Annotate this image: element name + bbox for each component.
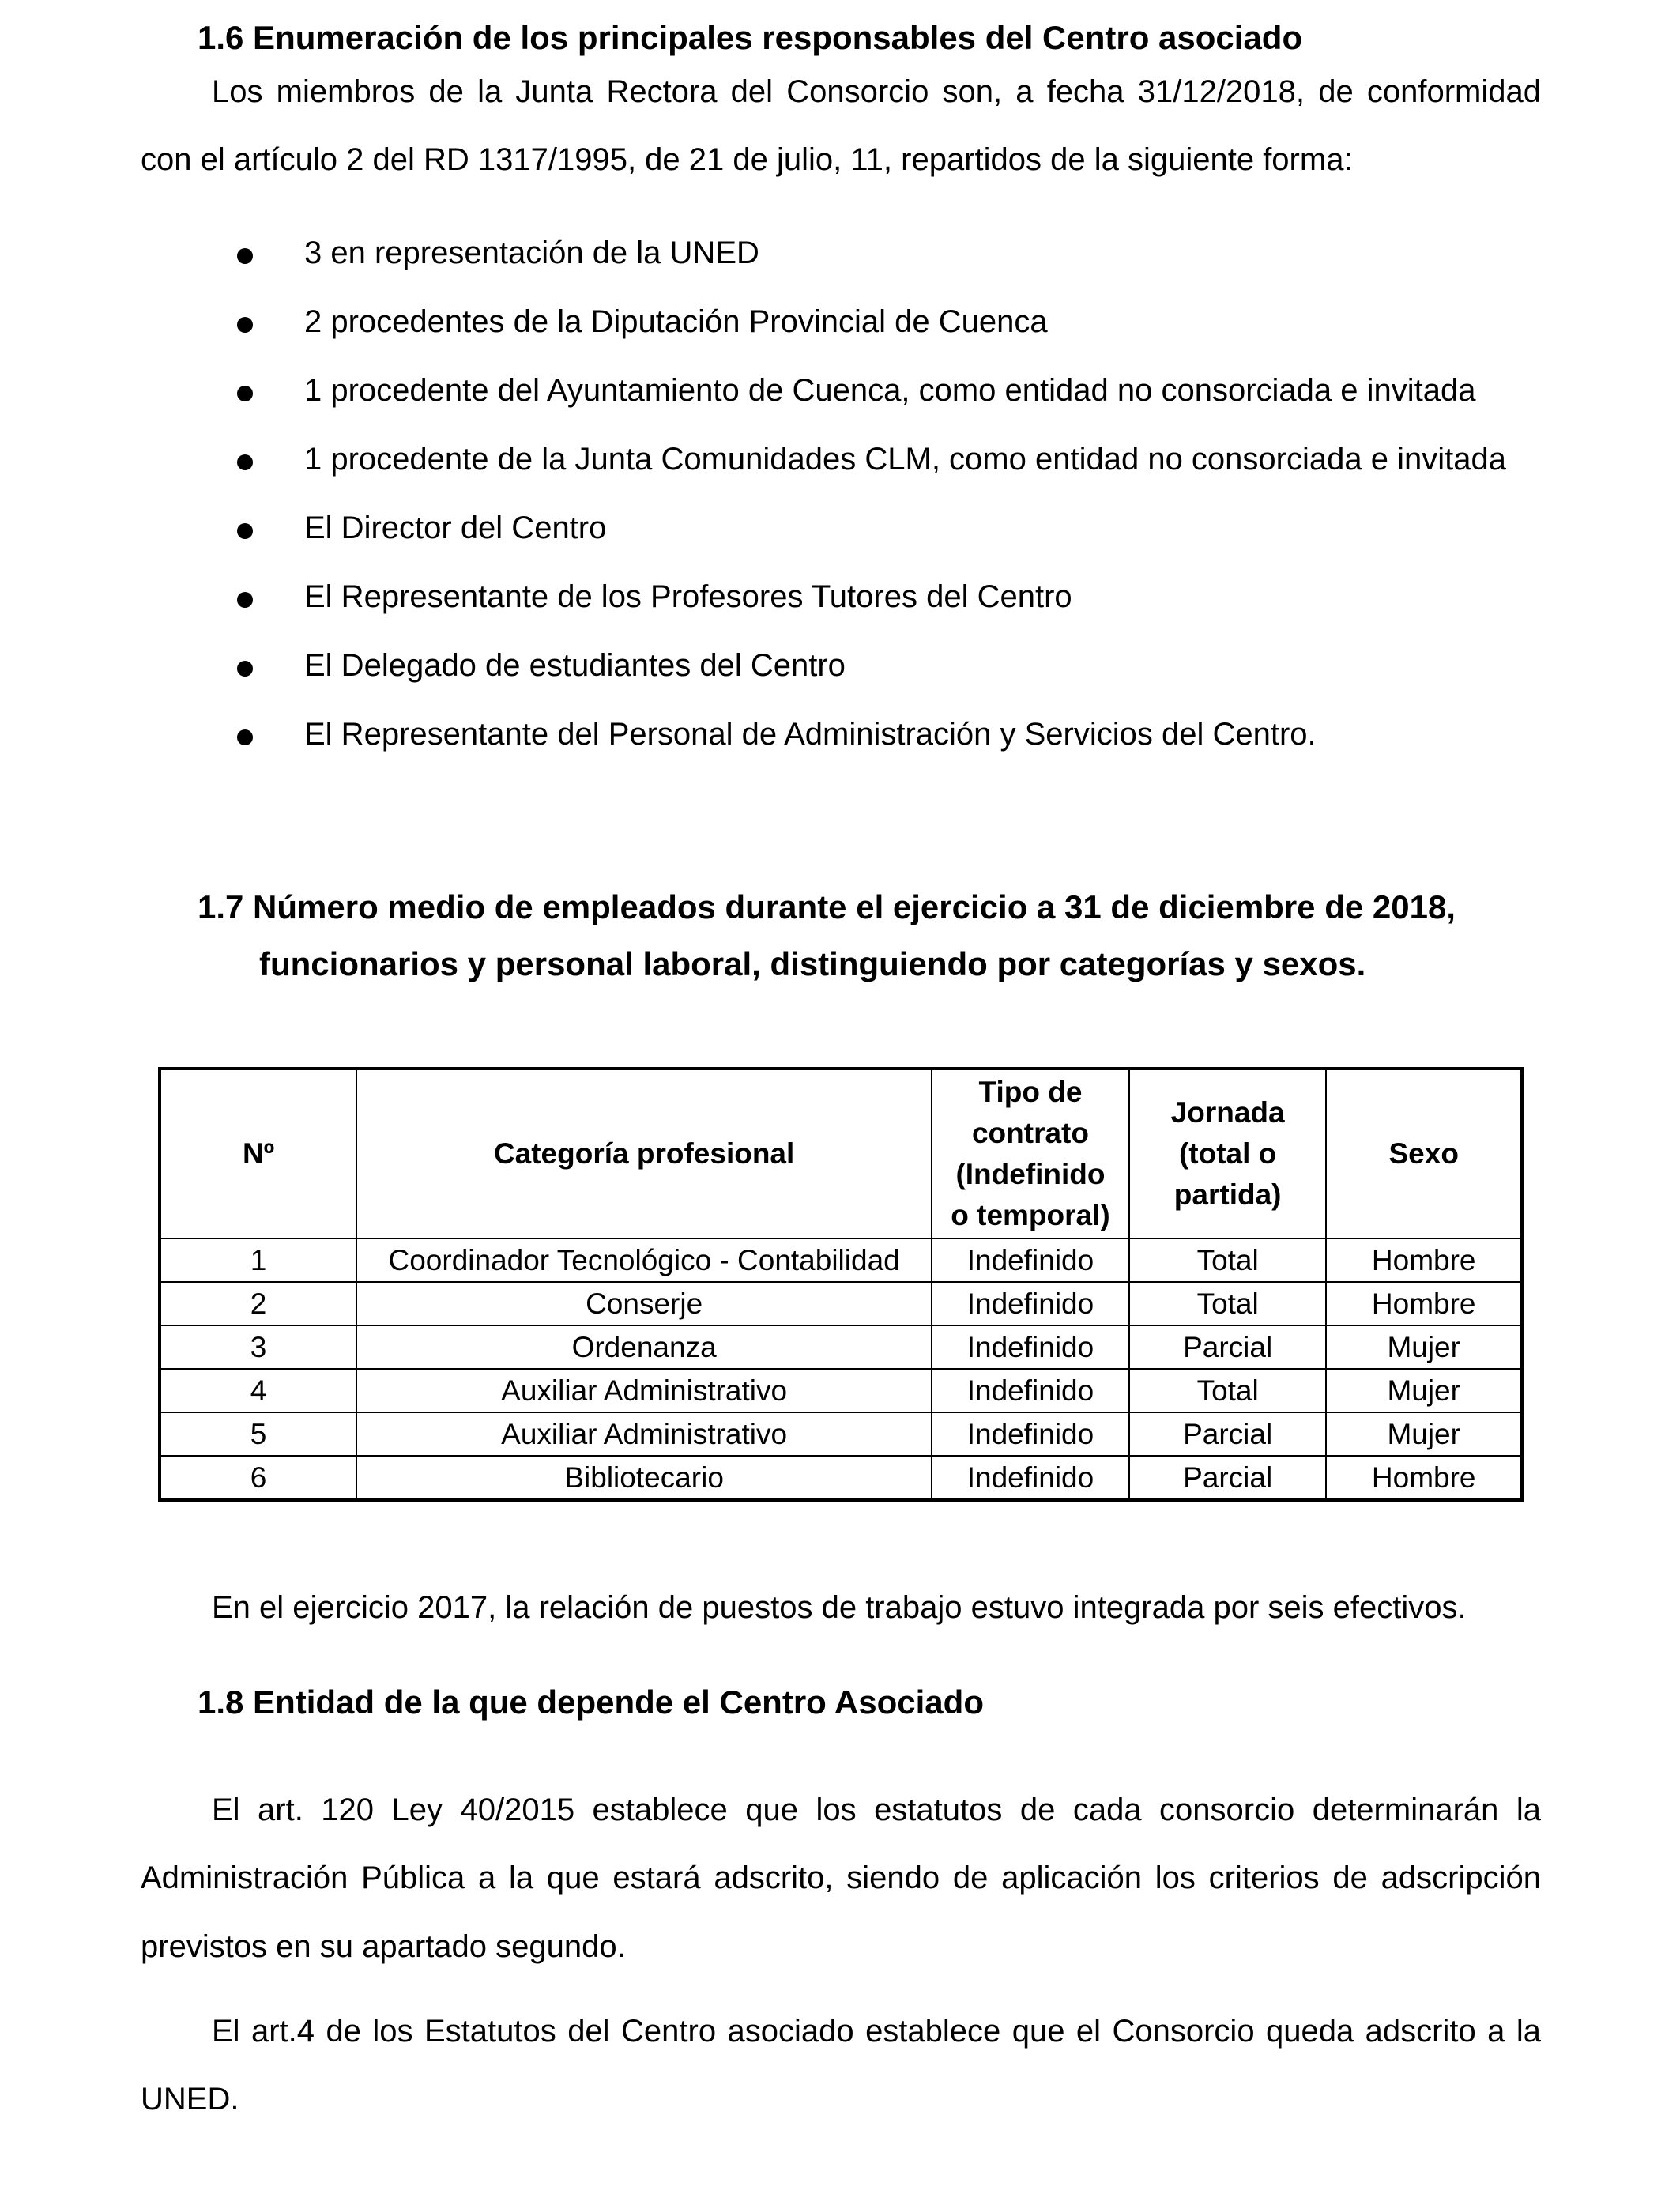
cell-contract: Indefinido [932, 1238, 1129, 1282]
cell-sex: Hombre [1326, 1456, 1522, 1500]
section-1-8-heading: 1.8 Entidad de la que depende el Centro Asociado [198, 1683, 984, 1721]
header-line: Jornada [1170, 1096, 1285, 1129]
cell-contract: Indefinido [932, 1282, 1129, 1325]
section-1-7-heading-line-1: 1.7 Número medio de empleados durante el ejercicio a 31 de diciembre de 2018, [198, 888, 1456, 925]
list-item-text: 2 procedentes de la Diputación Provincial de Cuenca [304, 304, 1048, 339]
cell-hours: Total [1129, 1369, 1327, 1412]
section-1-6-intro-line-1: Los miembros de la Junta Rectora del Consorcio son, a fecha 31/12/2018, de conformidad [212, 74, 1541, 109]
cell-hours: Parcial [1129, 1412, 1327, 1456]
cell-sex: Mujer [1326, 1369, 1522, 1412]
table-row [160, 1238, 1522, 1282]
list-item-text: 3 en representación de la UNED [304, 236, 759, 270]
header-line: (Indefinido [955, 1158, 1106, 1190]
header-line: Tipo de [978, 1076, 1083, 1108]
cell-sex: Mujer [1326, 1412, 1522, 1456]
cell-contract: Indefinido [932, 1369, 1129, 1412]
bullet-icon [237, 248, 253, 264]
cell-num: 2 [160, 1282, 356, 1325]
header-line: (total o [1178, 1137, 1277, 1170]
employees-table [158, 1067, 1524, 1502]
section-1-6-heading: 1.6 Enumeración de los principales responsables del Centro asociado [198, 19, 1303, 56]
section-1-6-intro-line-2: con el artículo 2 del RD 1317/1995, de 21 de julio, 11, repartidos de la siguiente forma: [141, 142, 1353, 177]
section-1-8-p2-line-1: El art.4 de los Estatutos del Centro asociado establece que el Consorcio queda adscrito a la [212, 2014, 1541, 2049]
cell-hours: Parcial [1129, 1325, 1327, 1369]
cell-category: Bibliotecario [356, 1456, 932, 1500]
cell-num: 3 [160, 1325, 356, 1369]
bullet-icon [237, 454, 253, 470]
header-line: o temporal) [951, 1199, 1110, 1231]
cell-num: 6 [160, 1456, 356, 1500]
cell-category: Auxiliar Administrativo [356, 1412, 932, 1456]
bullet-icon [237, 661, 253, 677]
cell-sex: Mujer [1326, 1325, 1522, 1369]
list-item-text: El Director del Centro [304, 511, 607, 545]
cell-sex: Hombre [1326, 1238, 1522, 1282]
cell-category: Conserje [356, 1282, 932, 1325]
column-header-category: Categoría profesional [356, 1069, 932, 1238]
cell-category: Coordinador Tecnológico - Contabilidad [356, 1238, 932, 1282]
section-1-7-heading-line-2: funcionarios y personal laboral, distinguiendo por categorías y sexos. [259, 945, 1366, 982]
cell-num: 4 [160, 1369, 356, 1412]
column-header-sex: Sexo [1326, 1069, 1522, 1238]
table-row [160, 1456, 1522, 1500]
cell-contract: Indefinido [932, 1412, 1129, 1456]
cell-contract: Indefinido [932, 1456, 1129, 1500]
bullet-icon [237, 386, 253, 401]
list-item-text: El Representante de los Profesores Tutores del Centro [304, 579, 1072, 614]
cell-contract: Indefinido [932, 1325, 1129, 1369]
bullet-icon [237, 592, 253, 608]
table-row [160, 1325, 1522, 1369]
header-line: partida) [1173, 1178, 1282, 1211]
table-row [160, 1369, 1522, 1412]
cell-hours: Total [1129, 1238, 1327, 1282]
cell-num: 5 [160, 1412, 356, 1456]
header-line: contrato [971, 1117, 1089, 1149]
cell-hours: Parcial [1129, 1456, 1327, 1500]
section-1-8-p1-line-1: El art. 120 Ley 40/2015 establece que los estatutos de cada consorcio determinarán la [212, 1793, 1541, 1827]
list-item-text: 1 procedente de la Junta Comunidades CLM, como entidad no consorciada e invitada [304, 442, 1506, 477]
cell-category: Auxiliar Administrativo [356, 1369, 932, 1412]
bullet-icon [237, 523, 253, 539]
list-item-text: El Representante del Personal de Administración y Servicios del Centro. [304, 717, 1317, 752]
section-1-8-p1-line-2: Administración Pública a la que estará adscrito, siendo de aplicación los criterios de adscripción [141, 1860, 1541, 1895]
table-row [160, 1282, 1522, 1325]
table-row [160, 1412, 1522, 1456]
column-header-hours [1129, 1069, 1327, 1238]
list-item-text: 1 procedente del Ayuntamiento de Cuenca, como entidad no consorciada e invitada [304, 373, 1476, 408]
section-1-7-note: En el ejercicio 2017, la relación de puestos de trabajo estuvo integrada por seis efectivos. [212, 1590, 1467, 1625]
bullet-icon [237, 317, 253, 333]
table-header-row [160, 1069, 1522, 1238]
section-1-8-p1-line-3: previstos en su apartado segundo. [141, 1929, 626, 1964]
column-header-num: Nº [160, 1069, 356, 1238]
column-header-contract [932, 1069, 1129, 1238]
bullet-icon [237, 729, 253, 745]
section-1-8-p2-line-2: UNED. [141, 2082, 239, 2117]
cell-category: Ordenanza [356, 1325, 932, 1369]
cell-num: 1 [160, 1238, 356, 1282]
list-item-text: El Delegado de estudiantes del Centro [304, 648, 846, 683]
cell-hours: Total [1129, 1282, 1327, 1325]
cell-sex: Hombre [1326, 1282, 1522, 1325]
